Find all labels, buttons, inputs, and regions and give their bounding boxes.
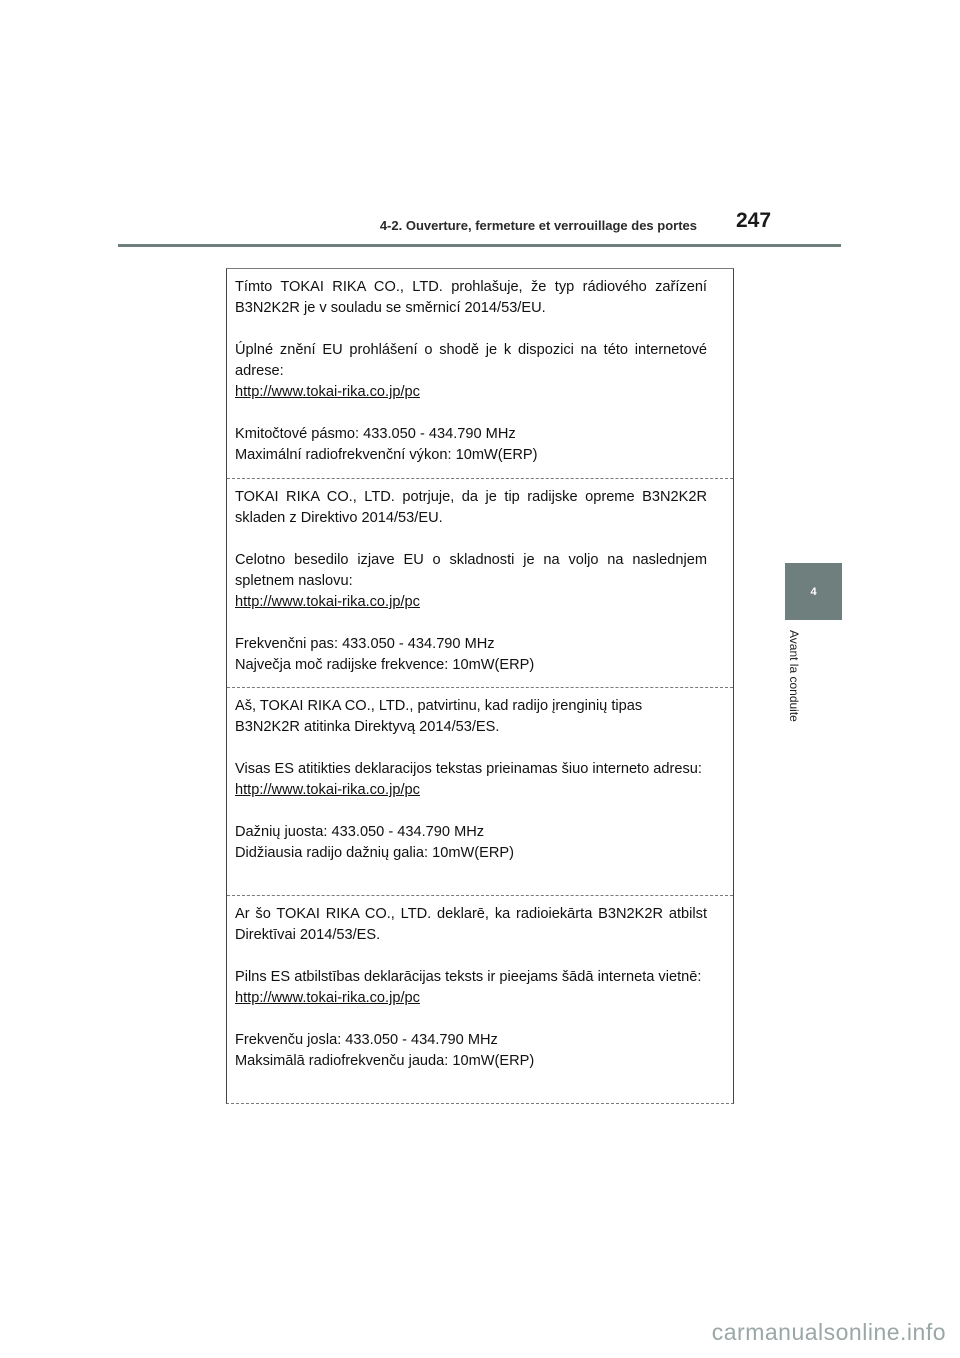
page-number: 247 <box>736 209 772 232</box>
declaration-url-link[interactable]: http://www.tokai-rika.co.jp/pc <box>235 782 420 798</box>
watermark: carmanualsonline.info <box>711 1319 946 1345</box>
declaration-availability: Úplné znění EU prohlášení o shodě je k dispozici na této internetové adrese: <box>235 342 707 379</box>
declaration-statement: Aš, TOKAI RIKA CO., LTD., patvirtinu, kad radijo įrenginių tipas B3N2K2R atitinka Direktyvą 2014/53/ES. <box>235 698 643 735</box>
declaration-url-link[interactable]: http://www.tokai-rika.co.jp/pc <box>235 384 420 400</box>
section-title: 4-2. Ouverture, fermeture et verrouillage des portes <box>379 218 697 233</box>
declaration-block-lt <box>227 687 733 895</box>
chapter-number: 4 <box>810 585 817 598</box>
frequency-band: Frekvenču josla: 433.050 - 434.790 MHz <box>235 1032 498 1048</box>
max-power: Največja moč radijske frekvence: 10mW(ERP) <box>235 657 535 673</box>
declaration-url-link[interactable]: http://www.tokai-rika.co.jp/pc <box>235 594 420 610</box>
max-power: Maksimālā radiofrekvenču jauda: 10mW(ERP) <box>235 1053 535 1069</box>
header-rule <box>118 244 841 247</box>
chapter-side-label <box>785 630 803 740</box>
declaration-statement: Ar šo TOKAI RIKA CO., LTD. deklarē, ka radioiekārta B3N2K2R atbilst Direktīvai 2014/53/ES. <box>235 906 707 943</box>
declaration-block-cs <box>227 269 733 478</box>
declaration-block-sl <box>227 478 733 687</box>
declaration-statement: TOKAI RIKA CO., LTD. potrjuje, da je tip radijske opreme B3N2K2R skladen z Direktivo 2014/53/EU. <box>235 489 707 526</box>
declaration-availability: Celotno besedilo izjave EU o skladnosti je na voljo na naslednjem spletnem naslovu: <box>235 552 707 589</box>
frequency-band: Dažnių juosta: 433.050 - 434.790 MHz <box>235 824 485 840</box>
declaration-block-lv <box>227 895 733 1103</box>
chapter-tab <box>785 563 842 620</box>
declaration-statement: Tímto TOKAI RIKA CO., LTD. prohlašuje, že typ rádiového zařízení B3N2K2R je v souladu se směrnicí 2014/53/EU. <box>235 279 707 316</box>
max-power: Maximální radiofrekvenční výkon: 10mW(ERP) <box>235 447 538 463</box>
declaration-availability: Pilns ES atbilstības deklarācijas teksts ir pieejams šādā interneta vietnē: <box>235 969 702 985</box>
declaration-url-link[interactable]: http://www.tokai-rika.co.jp/pc <box>235 990 420 1006</box>
declaration-table <box>226 268 734 1104</box>
frequency-band: Kmitočtové pásmo: 433.050 - 434.790 MHz <box>235 426 516 442</box>
chapter-title: Avant la conduite <box>787 630 801 722</box>
frequency-band: Frekvenčni pas: 433.050 - 434.790 MHz <box>235 636 495 652</box>
declaration-availability: Visas ES atitikties deklaracijos tekstas prieinamas šiuo interneto adresu: <box>235 761 702 777</box>
max-power: Didžiausia radijo dažnių galia: 10mW(ERP) <box>235 845 515 861</box>
